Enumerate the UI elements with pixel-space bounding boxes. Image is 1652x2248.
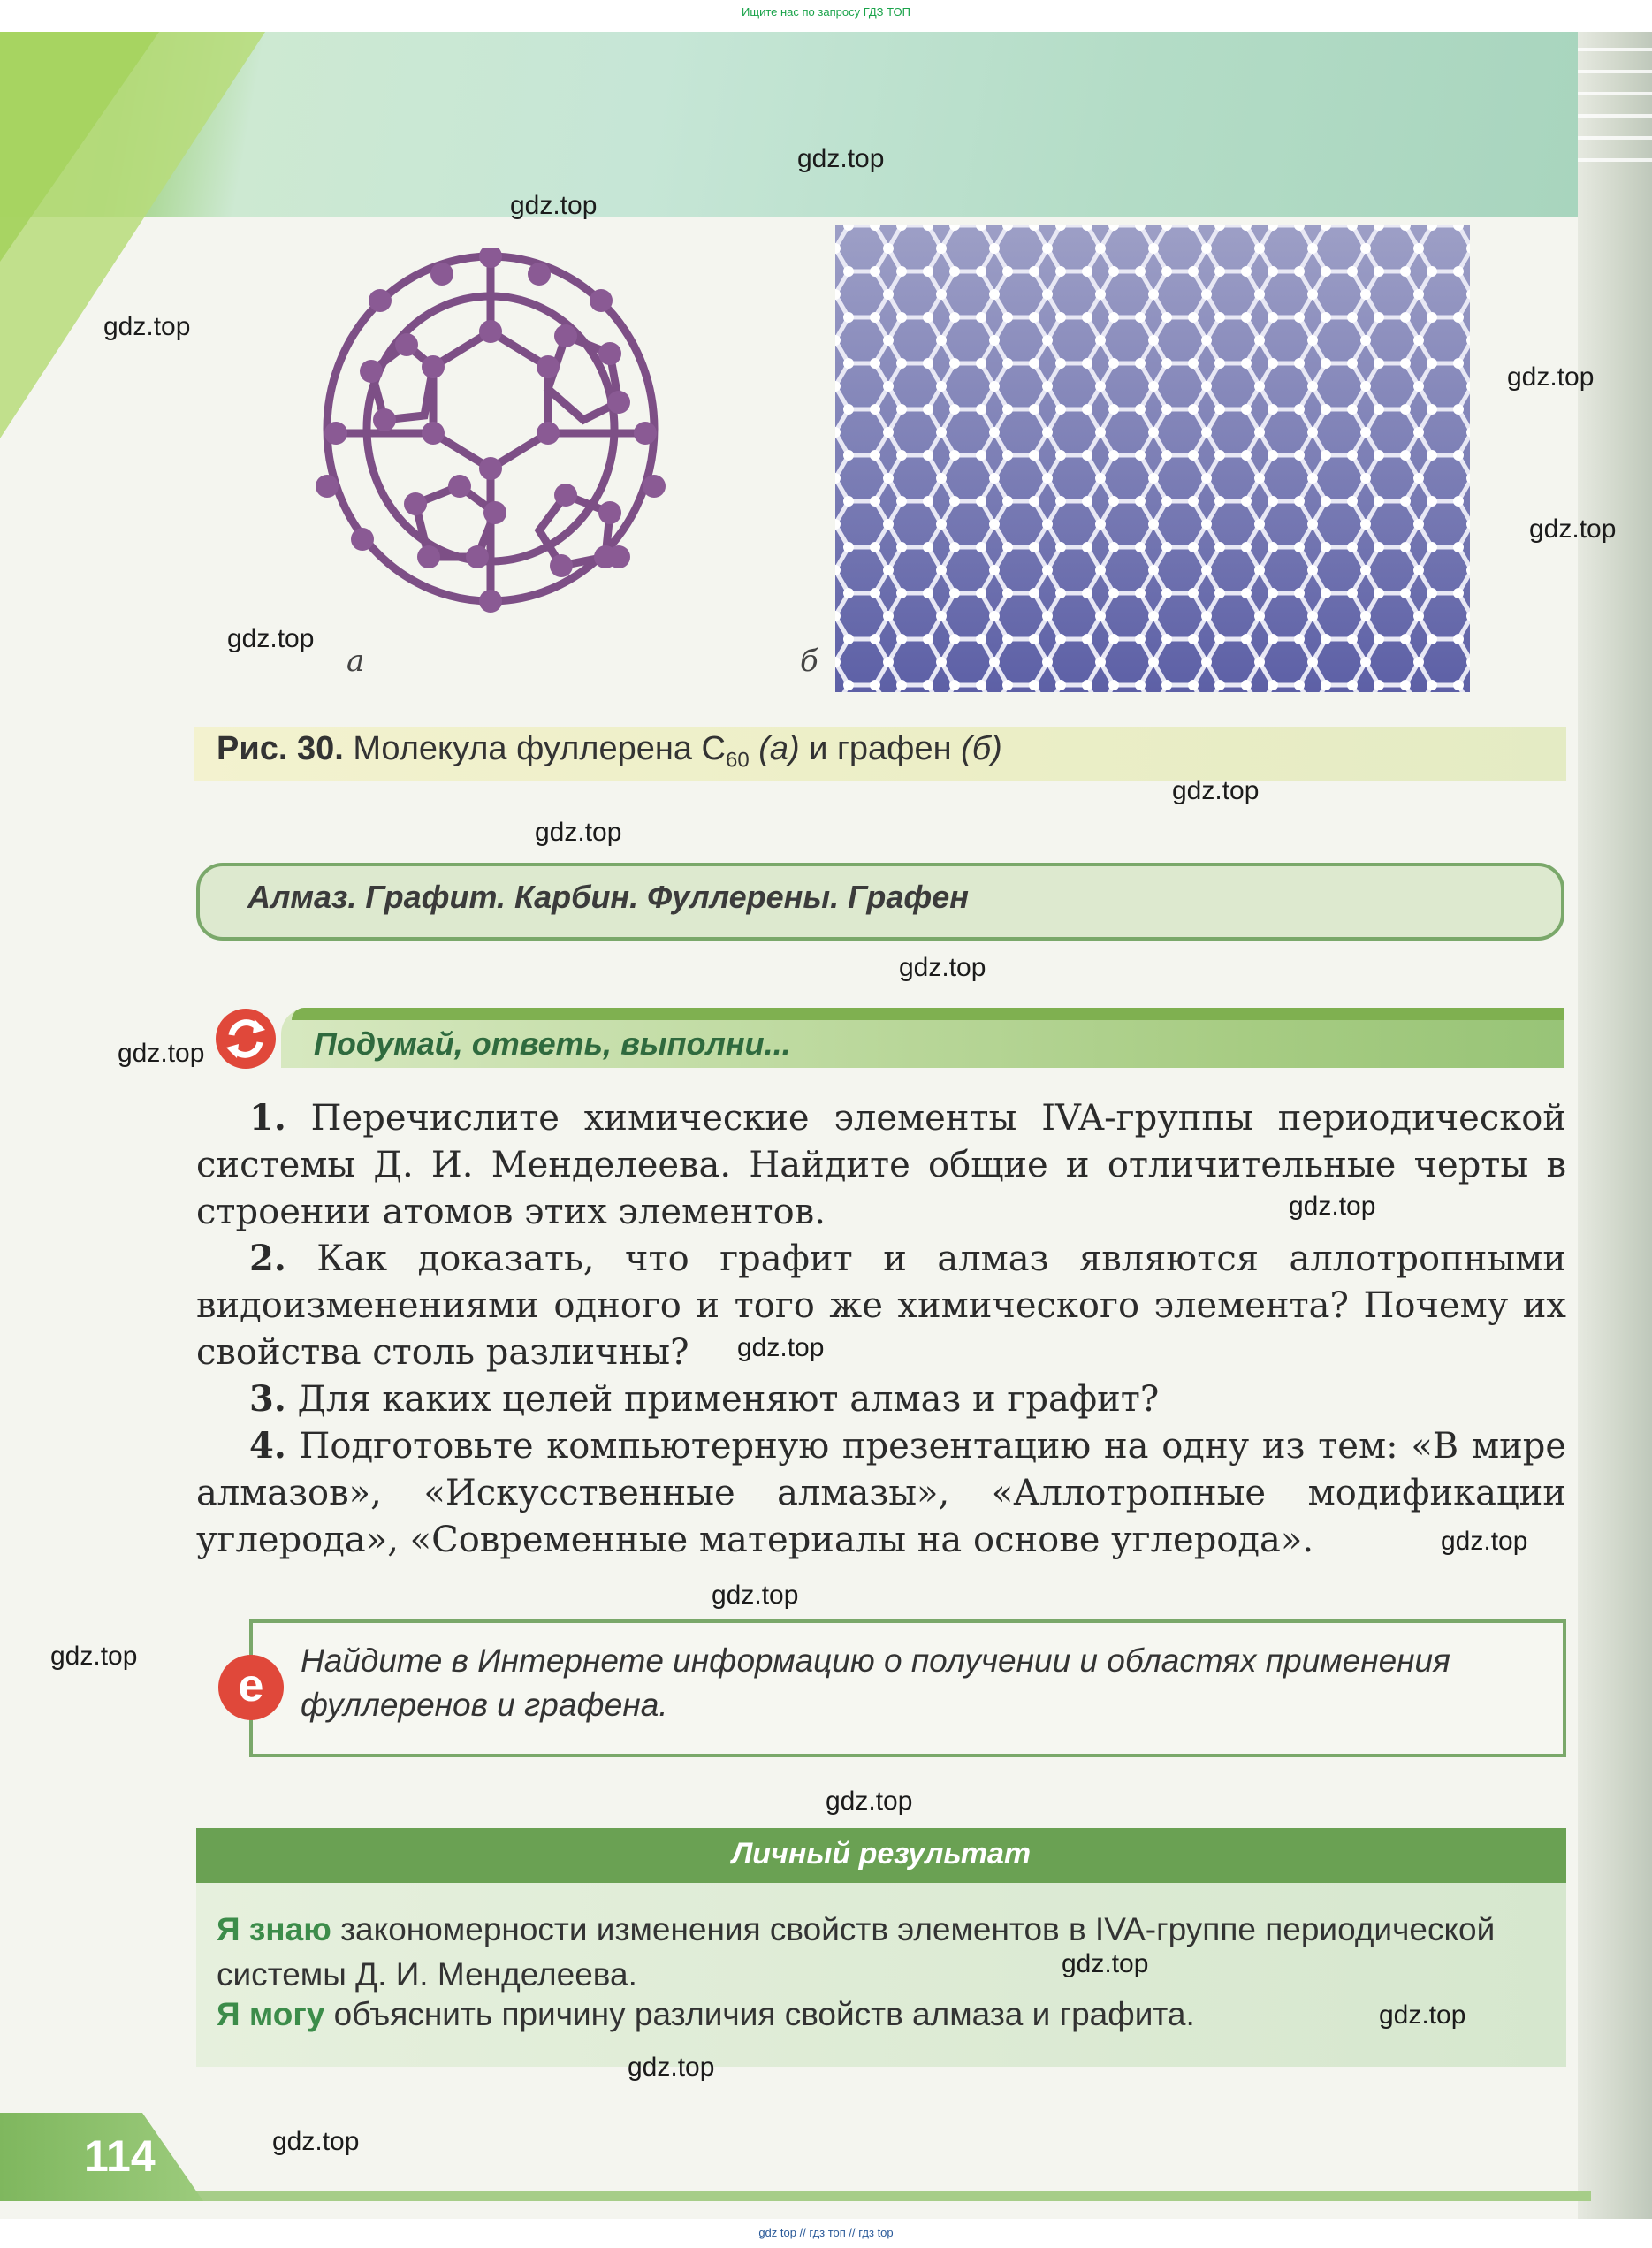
watermark: gdz.top	[1062, 1949, 1149, 1978]
think-section-bar-accent	[292, 1008, 1564, 1020]
task-2-number: 2.	[249, 1238, 286, 1279]
task-1-number: 1.	[249, 1097, 286, 1139]
task-3-text: Для каких целей применяют алмаз и графит?	[297, 1379, 1160, 1420]
graphene-sheet-image	[835, 225, 1470, 692]
know-text: закономерности изменения свойств элементов в IVA-группе периодической системы Д. И. Менделеева.	[217, 1911, 1496, 1993]
watermark: gdz.top	[50, 1642, 138, 1671]
task-4	[196, 1422, 1566, 1564]
watermark: gdz.top	[628, 2053, 715, 2082]
task-4-number: 4.	[249, 1425, 286, 1467]
task-2	[196, 1235, 1566, 1376]
figure-label-b: б	[800, 644, 818, 679]
watermark: gdz.top	[737, 1333, 825, 1362]
task-3	[196, 1375, 1566, 1423]
result-title: Личный результат	[731, 1837, 1032, 1871]
can-text: объяснить причину различия свойств алмаза и графита.	[333, 1996, 1195, 2032]
task-2-text: Как доказать, что графит и алмаз являются аллотропными видоизменениями одного и того же химического элемента? Почему их свойства столь различны?	[196, 1238, 1566, 1373]
task-4-text: Подготовьте компьютерную презентацию на одну из тем: «В мире алмазов», «Искусственные алмазы», «Аллотропные модификации углерода», «Современные материалы на основе углерода».	[196, 1426, 1567, 1560]
task-1-text: Перечислите химические элементы IVA-группы периодической системы Д. И. Менделеева. Найдите общие и отличительные черты в строении атомов этих элементов.	[196, 1098, 1566, 1232]
task-3-number: 3.	[249, 1378, 286, 1420]
caption-mid: и графен	[809, 730, 952, 767]
caption-prefix: Рис. 30.	[217, 730, 344, 767]
internet-icon	[218, 1655, 284, 1720]
watermark: gdz.top	[1172, 776, 1260, 805]
watermark: gdz.top	[118, 1039, 205, 1068]
watermark: gdz.top	[1507, 362, 1595, 392]
watermark: gdz.top	[797, 144, 885, 173]
watermark: gdz.top	[1441, 1527, 1528, 1556]
watermark: gdz.top	[1529, 514, 1617, 544]
watermark: gdz.top	[1379, 2000, 1466, 2030]
internet-icon-letter: e	[238, 1660, 264, 1711]
watermark: gdz.top	[535, 818, 622, 847]
can-label: Я могу	[217, 1996, 325, 2032]
watermark: gdz.top	[510, 191, 598, 220]
bottom-stripe	[0, 2191, 1591, 2201]
watermark: gdz.top	[1289, 1192, 1376, 1221]
caption-main: Молекула фуллерена С	[353, 730, 726, 767]
top-banner-text: Ищите нас по запросу ГДЗ ТОП	[742, 5, 910, 19]
caption-b: (б)	[961, 730, 1002, 767]
watermark: gdz.top	[826, 1787, 913, 1816]
think-section-title: Подумай, ответь, выполни...	[314, 1025, 791, 1062]
result-can	[217, 1996, 1195, 2033]
figure-label-a: а	[346, 644, 365, 679]
page-number: 114	[84, 2131, 156, 2181]
figure-caption	[217, 730, 1002, 773]
watermark: gdz.top	[712, 1581, 799, 1610]
bottom-banner-text: gdz top // гдз топ // гдз top	[758, 2226, 894, 2239]
keywords-text: Алмаз. Графит. Карбин. Фуллерены. Графен	[247, 879, 969, 915]
internet-task-text: Найдите в Интернете информацию о получении и областях применения фуллеренов и графена.	[301, 1642, 1450, 1723]
caption-a: (а)	[758, 730, 800, 767]
know-label: Я знаю	[217, 1911, 331, 1947]
watermark: gdz.top	[272, 2127, 360, 2156]
page-edge-lines	[1578, 32, 1652, 385]
caption-subscript: 60	[725, 748, 750, 773]
fullerene-molecule-image	[301, 248, 681, 619]
watermark: gdz.top	[899, 953, 986, 982]
watermark: gdz.top	[227, 624, 315, 653]
refresh-icon	[216, 1009, 276, 1069]
result-know	[217, 1907, 1551, 1997]
watermark: gdz.top	[103, 312, 191, 341]
